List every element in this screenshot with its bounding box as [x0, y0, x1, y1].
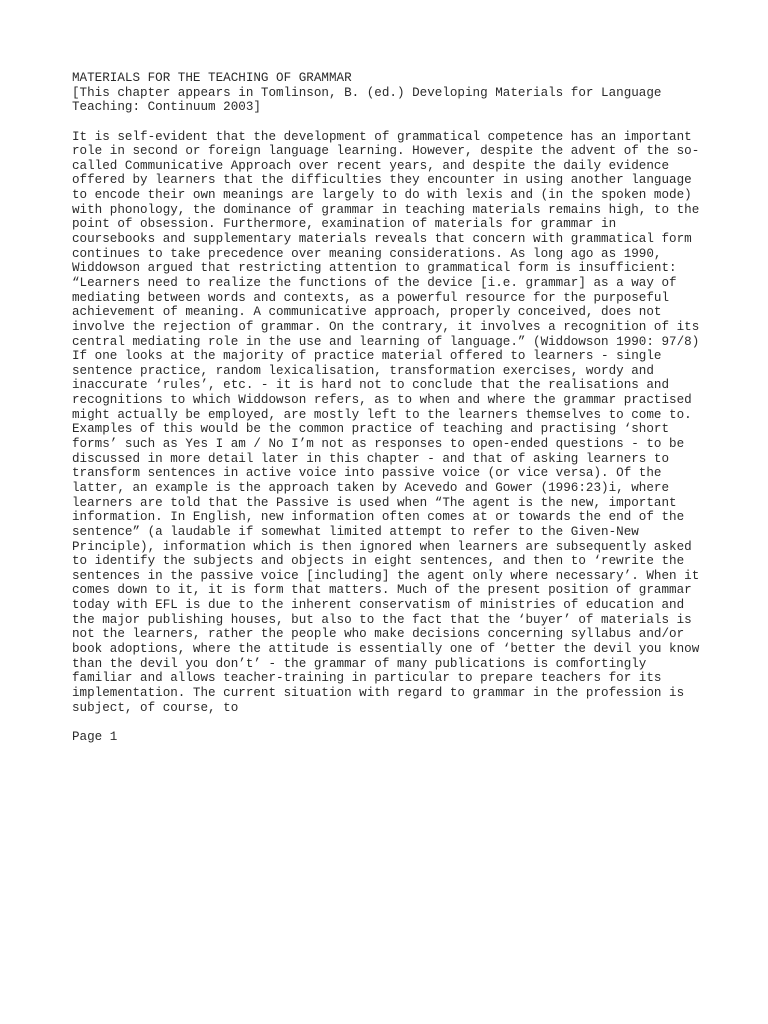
body-line: It is self-evident that the development of grammatical competence has an important	[72, 129, 692, 144]
body-line: Examples of this would be the common practice of teaching and practising ‘short	[72, 422, 670, 437]
body-line: might actually be employed, are mostly left to the learners themselves to come to.	[72, 407, 692, 422]
citation-note	[72, 86, 702, 115]
document-page	[72, 71, 702, 744]
body-line: discussed in more detail later in this chapter - and that of asking learners to	[72, 451, 670, 466]
citation-line: [This chapter appears in Tomlinson, B. (ed.) Developing Materials for Language	[72, 85, 662, 100]
body-line: If one looks at the majority of practice material offered to learners - single	[72, 349, 662, 364]
body-line: today with EFL is due to the inherent conservatism of ministries of education and	[72, 598, 685, 613]
body-line: called Communicative Approach over recent years, and despite the daily evidence	[72, 158, 670, 173]
page-number: Page 1	[72, 729, 118, 744]
body-line: comes down to it, it is form that matters. Much of the present position of grammar	[72, 583, 692, 598]
document-title: MATERIALS FOR THE TEACHING OF GRAMMAR	[72, 71, 352, 85]
body-line: continues to take precedence over meaning considerations. As long ago as 1990,	[72, 246, 662, 261]
citation-line: Teaching: Continuum 2003]	[72, 100, 261, 115]
body-line: to identify the subjects and objects in eight sentences, and then to ‘rewrite the	[72, 554, 685, 569]
body-line: recognitions to which Widdowson refers, as to when and where the grammar practised	[72, 393, 692, 408]
body-line: central mediating role in the use and learning of language.” (Widdowson 1990: 97/8)	[72, 334, 700, 349]
body-line: “Learners need to realize the functions of the device [i.e. grammar] as a way of	[72, 275, 677, 290]
paragraph-gap	[72, 715, 702, 730]
body-line: inaccurate ‘rules’, etc. - it is hard not to conclude that the realisations and	[72, 378, 670, 393]
body-line: transform sentences in active voice into passive voice (or vice versa). Of the	[72, 466, 662, 481]
body-line: role in second or foreign language learning. However, despite the advent of the so-	[72, 144, 700, 159]
body-line: latter, an example is the approach taken by Acevedo and Gower (1996:23)i, where	[72, 480, 670, 495]
body-line: book adoptions, where the attitude is essentially one of ‘better the devil you know	[72, 641, 700, 656]
body-line: familiar and allows teacher-training in particular to prepare teachers for its	[72, 671, 662, 686]
body-line: the major publishing houses, but also to the fact that the ‘buyer’ of materials is	[72, 612, 692, 627]
body-line: to encode their own meanings are largely to do with lexis and (in the spoken mode)	[72, 188, 692, 203]
body-line: subject, of course, to	[72, 700, 239, 715]
body-line: point of obsession. Furthermore, examination of materials for grammar in	[72, 217, 617, 232]
body-line: offered by learners that the difficulties they encounter in using another language	[72, 173, 692, 188]
body-line: sentence practice, random lexicalisation, transformation exercises, wordy and	[72, 363, 654, 378]
body-line: not the learners, rather the people who make decisions concerning syllabus and/or	[72, 627, 685, 642]
body-line: learners are told that the Passive is used when “The agent is the new, important	[72, 495, 677, 510]
body-paragraph	[72, 130, 702, 716]
body-line: with phonology, the dominance of grammar in teaching materials remains high, to the	[72, 202, 700, 217]
body-line: achievement of meaning. A communicative approach, properly conceived, does not	[72, 305, 662, 320]
body-line: than the devil you don’t’ - the grammar of many publications is comfortingly	[72, 656, 647, 671]
body-line: implementation. The current situation with regard to grammar in the profession is	[72, 685, 685, 700]
body-line: sentence” (a laudable if somewhat limited attempt to refer to the Given-New	[72, 524, 639, 539]
body-line: sentences in the passive voice [including] the agent only where necessary’. When it	[72, 568, 700, 583]
body-line: information. In English, new information often comes at or towards the end of the	[72, 510, 685, 525]
paragraph-gap	[72, 115, 702, 130]
body-line: mediating between words and contexts, as a powerful resource for the purposeful	[72, 290, 670, 305]
body-line: Widdowson argued that restricting attention to grammatical form is insufficient:	[72, 261, 677, 276]
body-line: involve the rejection of grammar. On the contrary, it involves a recognition of its	[72, 319, 700, 334]
body-line: coursebooks and supplementary materials reveals that concern with grammatical form	[72, 232, 692, 247]
body-line: forms’ such as Yes I am / No I’m not as responses to open-ended questions - to be	[72, 437, 685, 452]
body-line: Principle), information which is then ignored when learners are subsequently asked	[72, 539, 692, 554]
